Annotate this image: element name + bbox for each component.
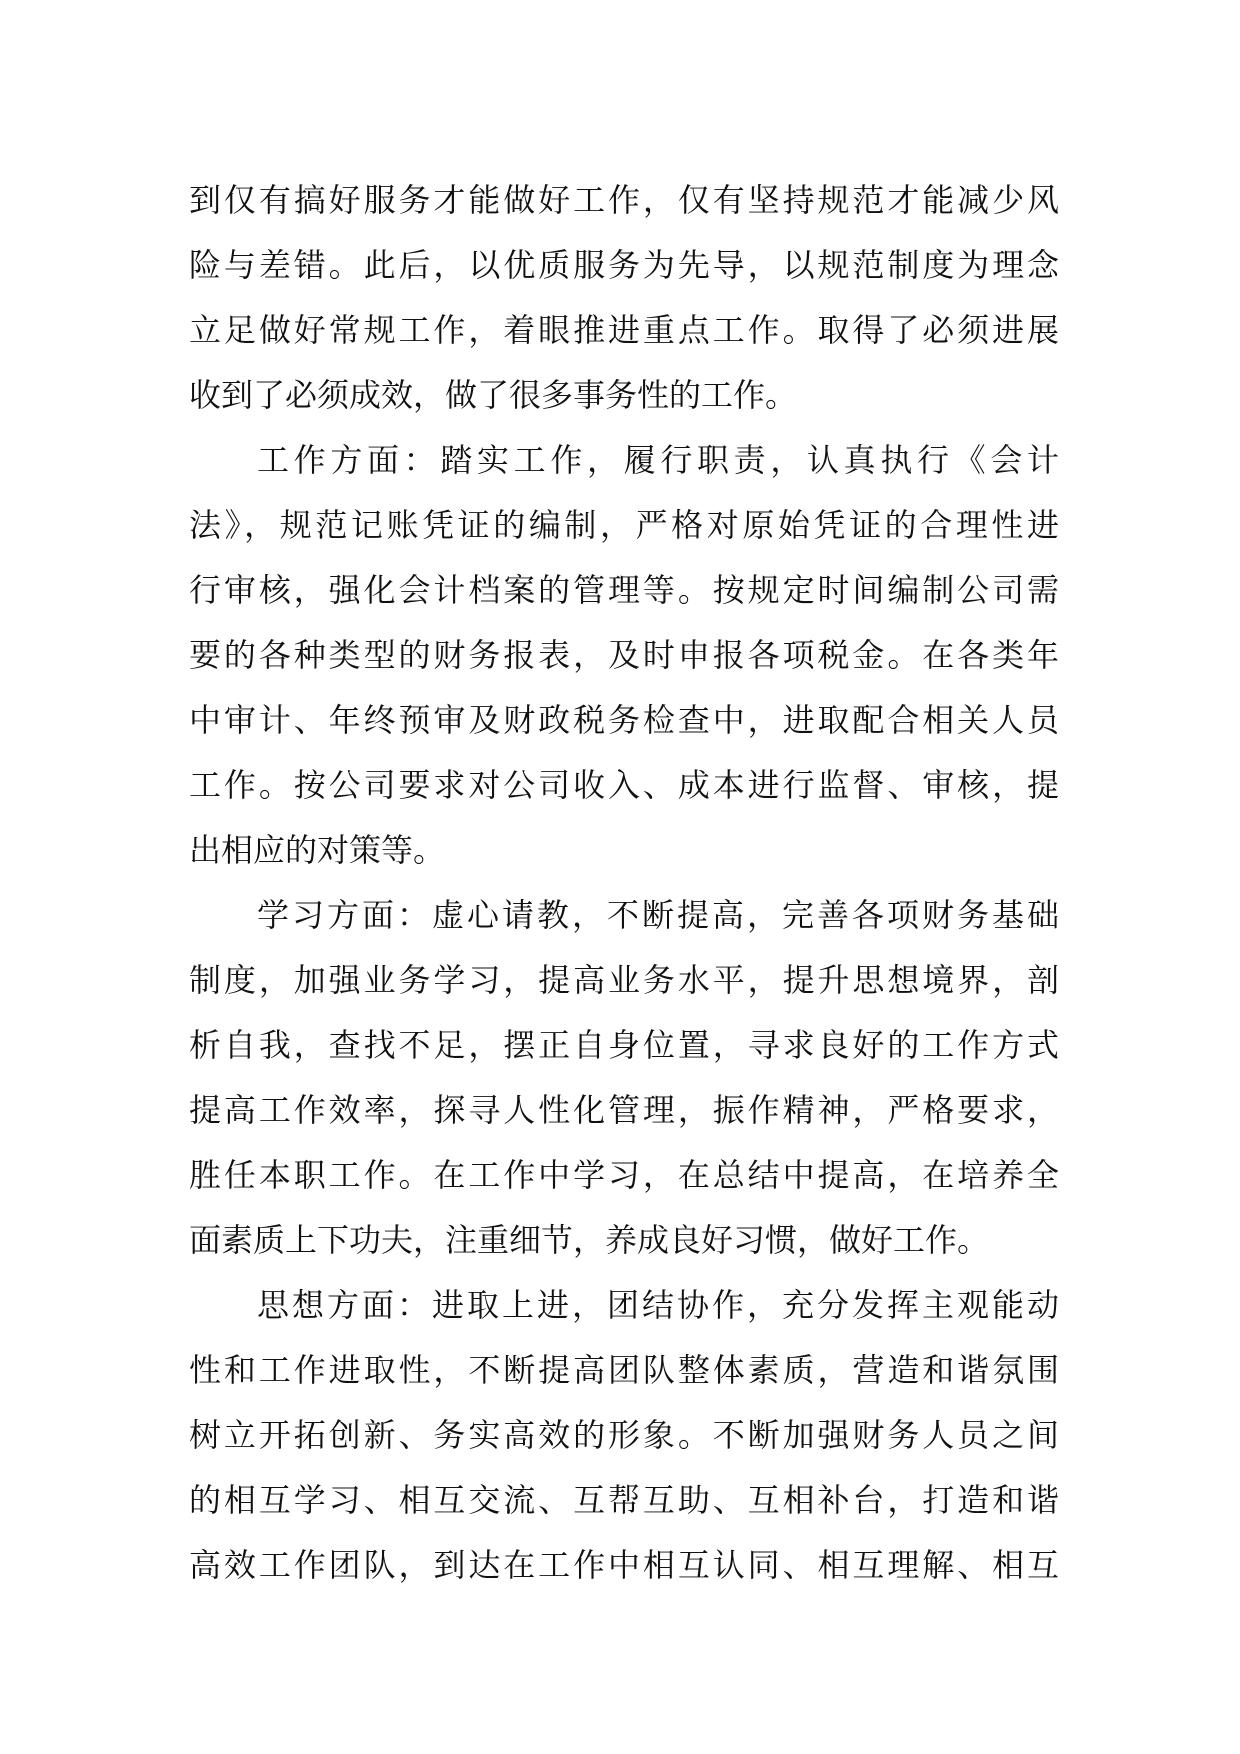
text-line: 提高工作效率，探寻人性化管理，振作精神，严格要求， bbox=[189, 1091, 1059, 1129]
paragraph-1 bbox=[189, 168, 1059, 428]
text-line: 性和工作进取性，不断提高团队整体素质，营造和谐氛围 bbox=[189, 1351, 1059, 1389]
text-line: 出相应的对策等。 bbox=[189, 831, 446, 869]
paragraph-thought bbox=[189, 1273, 1059, 1598]
text-line: 制度，加强业务学习，提高业务水平，提升思想境界，剖 bbox=[189, 961, 1059, 999]
text-line: 行审核，强化会计档案的管理等。按规定时间编制公司需 bbox=[189, 571, 1059, 609]
text-line: 工作。按公司要求对公司收入、成本进行监督、审核，提 bbox=[189, 766, 1059, 804]
paragraph-study bbox=[189, 883, 1059, 1273]
text-line: 学习方面：虚心请教，不断提高，完善各项财务基础 bbox=[257, 896, 1059, 934]
text-line: 高效工作团队，到达在工作中相互认同、相互理解、相互 bbox=[189, 1546, 1059, 1584]
text-line: 立足做好常规工作，着眼推进重点工作。取得了必须进展 bbox=[189, 311, 1059, 349]
text-line: 要的各种类型的财务报表，及时申报各项税金。在各类年 bbox=[189, 636, 1059, 674]
paragraph-work bbox=[189, 428, 1059, 883]
text-line: 险与差错。此后，以优质服务为先导，以规范制度为理念 bbox=[189, 246, 1059, 284]
text-line: 析自我，查找不足，摆正自身位置，寻求良好的工作方式 bbox=[189, 1026, 1059, 1064]
text-line: 收到了必须成效，做了很多事务性的工作。 bbox=[189, 376, 798, 414]
text-line: 的相互学习、相互交流、互帮互助、互相补台，打造和谐 bbox=[189, 1481, 1059, 1519]
text-line: 法》，规范记账凭证的编制，严格对原始凭证的合理性进 bbox=[189, 506, 1059, 544]
document-body bbox=[189, 168, 1059, 1598]
text-line: 到仅有搞好服务才能做好工作，仅有坚持规范才能减少风 bbox=[189, 181, 1059, 219]
text-line: 树立开拓创新、务实高效的形象。不断加强财务人员之间 bbox=[189, 1416, 1059, 1454]
text-line: 工作方面：踏实工作，履行职责，认真执行《会计 bbox=[257, 441, 1059, 479]
text-line: 面素质上下功夫，注重细节，养成良好习惯，做好工作。 bbox=[189, 1221, 990, 1259]
text-line: 中审计、年终预审及财政税务检查中，进取配合相关人员 bbox=[189, 701, 1059, 739]
text-line: 思想方面：进取上进，团结协作，充分发挥主观能动 bbox=[257, 1286, 1059, 1324]
text-line: 胜任本职工作。在工作中学习，在总结中提高，在培养全 bbox=[189, 1156, 1059, 1194]
